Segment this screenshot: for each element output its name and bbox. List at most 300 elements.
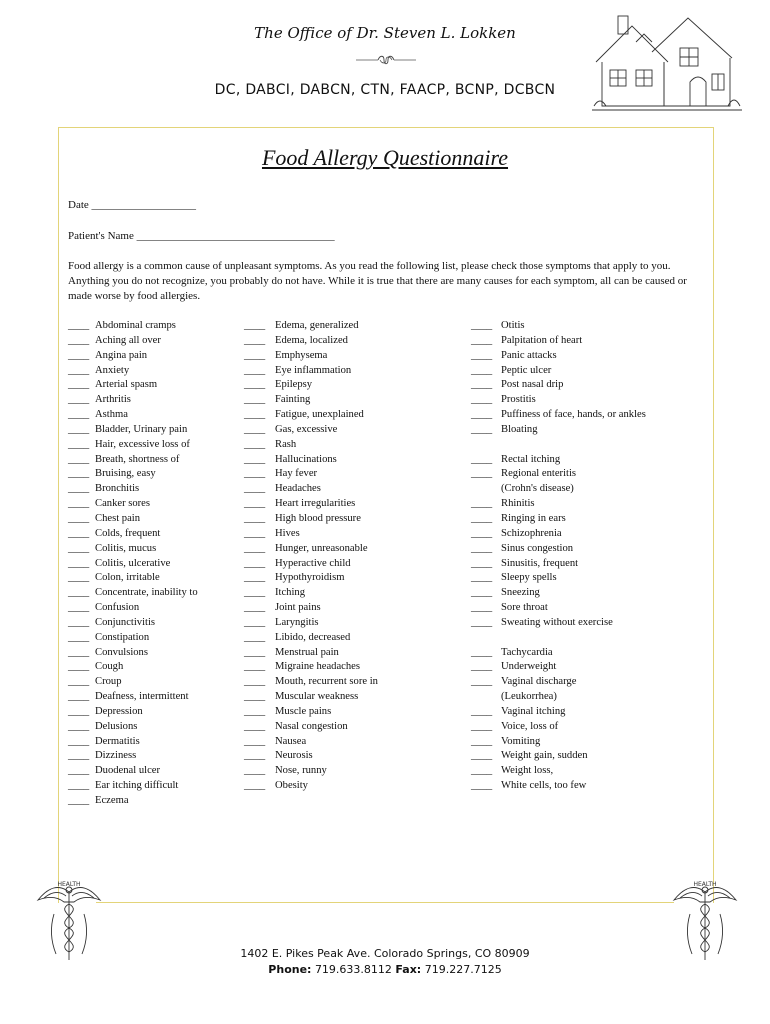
symptom-row (471, 527, 701, 542)
symptom-row (68, 764, 238, 779)
symptom-checkbox-blank[interactable]: ____ (244, 720, 266, 732)
symptom-checkbox-blank[interactable]: ____ (68, 646, 90, 658)
symptom-row (471, 378, 701, 393)
symptom-row (471, 735, 701, 750)
symptom-label: Bruising, easy (95, 468, 156, 480)
symptom-checkbox-blank[interactable]: ____ (244, 765, 266, 777)
symptom-label: Prostitis (501, 394, 536, 406)
svg-text:HEALTH: HEALTH (57, 881, 81, 888)
symptom-label: Hay fever (275, 468, 318, 480)
symptom-checkbox-blank[interactable]: ____ (471, 468, 493, 480)
symptom-checkbox-blank[interactable]: ____ (471, 676, 493, 688)
symptom-label: Tachycardia (501, 646, 553, 658)
symptom-row (471, 764, 701, 779)
symptom-label: Convulsions (95, 646, 148, 658)
symptom-label: High blood pressure (275, 512, 361, 524)
symptom-checkbox-blank[interactable]: ____ (244, 483, 266, 495)
symptom-label: Arterial spasm (95, 379, 158, 391)
symptom-checkbox-blank[interactable]: ____ (244, 394, 266, 406)
symptom-row (471, 497, 701, 512)
symptom-row (68, 334, 238, 349)
symptom-row (471, 319, 701, 334)
symptom-checkbox-blank[interactable]: ____ (68, 334, 90, 346)
symptom-row (471, 675, 701, 690)
symptom-label: Sinusitis, frequent (501, 557, 579, 569)
symptom-row (68, 779, 238, 794)
symptom-label: Eye inflammation (275, 364, 352, 376)
symptom-label: Rhinitis (501, 498, 535, 510)
symptom-row (471, 467, 701, 482)
symptom-checkbox-blank[interactable]: ____ (244, 587, 266, 599)
symptom-row (68, 571, 238, 586)
symptom-row (244, 690, 459, 705)
symptom-label: Headaches (275, 483, 321, 495)
symptom-row (471, 779, 701, 794)
symptom-row (471, 571, 701, 586)
symptom-row (68, 660, 238, 675)
date-field[interactable]: Date ___________________ (68, 199, 197, 211)
symptom-checkbox-blank[interactable]: ____ (68, 780, 90, 792)
symptom-checkbox-blank[interactable]: ____ (471, 394, 493, 406)
symptom-checkbox-blank[interactable]: ____ (68, 765, 90, 777)
symptom-checkbox-blank[interactable]: ____ (471, 720, 493, 732)
symptom-label: Colitis, mucus (95, 542, 157, 554)
symptom-row (244, 557, 459, 572)
symptom-row (471, 393, 701, 408)
symptom-row (244, 542, 459, 557)
symptom-label: Duodenal ulcer (95, 765, 161, 777)
symptom-checkbox-blank[interactable]: ____ (244, 691, 266, 703)
symptom-label: Otitis (501, 320, 525, 331)
symptom-checkbox-blank[interactable]: ____ (244, 676, 266, 688)
symptom-checkbox-blank[interactable]: ____ (68, 676, 90, 688)
symptom-checkbox-blank[interactable]: ____ (471, 765, 493, 777)
symptom-checkbox-blank[interactable]: ____ (244, 320, 266, 331)
symptom-label: Ear itching difficult (95, 780, 179, 792)
symptom-row (68, 319, 238, 334)
symptom-row (471, 586, 701, 601)
symptom-checkbox-blank[interactable]: ____ (471, 602, 493, 614)
symptom-row (68, 527, 238, 542)
symptom-checkbox-blank[interactable]: ____ (244, 409, 266, 421)
symptom-row (68, 482, 238, 497)
symptom-row (471, 601, 701, 616)
symptom-label: Edema, generalized (275, 320, 359, 331)
symptom-label: Hunger, unreasonable (275, 542, 368, 554)
symptom-row (471, 512, 701, 527)
symptom-label: Muscular weakness (275, 691, 359, 703)
symptom-label: Sneezing (501, 587, 540, 599)
symptom-label: Weight loss, (501, 765, 554, 777)
symptom-label: Nose, runny (275, 765, 327, 777)
symptom-label: Palpitation of heart (501, 334, 583, 346)
symptom-label: Edema, localized (275, 334, 348, 346)
symptom-label: Voice, loss of (501, 720, 559, 732)
symptom-row (68, 690, 238, 705)
symptom-checkbox-blank[interactable]: ____ (68, 438, 90, 450)
symptom-checkbox-blank[interactable]: ____ (244, 602, 266, 614)
symptom-label: Dermatitis (95, 735, 140, 747)
symptom-label: Colds, frequent (95, 527, 161, 539)
symptom-row (68, 423, 238, 438)
symptom-checkbox-blank[interactable]: ____ (68, 602, 90, 614)
symptom-checkbox-blank[interactable]: ____ (471, 379, 493, 391)
symptom-checkbox-blank[interactable]: ____ (68, 750, 90, 762)
symptom-checkbox-blank[interactable]: ____ (68, 394, 90, 406)
symptom-checkbox-blank[interactable]: ____ (471, 587, 493, 599)
symptom-row (244, 364, 459, 379)
footer-rule (96, 902, 674, 903)
symptom-checkbox-blank[interactable]: ____ (471, 557, 493, 569)
phone-label: Phone: (268, 963, 312, 976)
symptom-label: Heart irregularities (275, 498, 356, 510)
symptom-label: Sleepy spells (501, 572, 557, 584)
symptom-checkbox-blank[interactable]: ____ (68, 691, 90, 703)
symptom-label: Canker sores (95, 498, 151, 510)
symptom-label: Migraine headaches (275, 661, 361, 673)
symptom-label: Depression (95, 705, 143, 717)
symptom-row (244, 675, 459, 690)
symptom-checkbox-blank[interactable]: ____ (471, 646, 493, 658)
symptom-row (68, 631, 238, 646)
symptom-checkbox-blank[interactable]: ____ (244, 438, 266, 450)
symptom-row (68, 393, 238, 408)
symptom-row (471, 557, 701, 572)
symptom-checkbox-blank[interactable]: ____ (68, 512, 90, 524)
house-icon (592, 12, 742, 116)
symptom-checkbox-blank[interactable]: ____ (244, 364, 266, 376)
symptom-row (68, 749, 238, 764)
symptom-label: Puffiness of face, hands, or ankles (501, 409, 646, 421)
symptom-checkbox-blank[interactable]: ____ (471, 527, 493, 539)
symptom-row (244, 393, 459, 408)
symptom-label: Cough (95, 661, 124, 673)
credentials: DC, DABCI, DABCN, CTN, FAACP, BCNP, DCBCN (214, 82, 556, 98)
symptom-row (244, 527, 459, 542)
symptom-checkbox-blank[interactable]: ____ (471, 364, 493, 376)
symptom-row (244, 631, 459, 646)
symptom-checkbox-blank[interactable]: ____ (471, 453, 493, 465)
symptom-label: Sweating without exercise (501, 616, 613, 628)
symptom-checkbox-blank[interactable]: ____ (471, 320, 493, 331)
symptom-label: Eczema (95, 795, 129, 806)
symptom-checkbox-blank[interactable]: ____ (68, 631, 90, 643)
symptom-checkbox-blank[interactable]: ____ (68, 795, 90, 806)
symptom-label: Muscle pains (275, 705, 332, 717)
symptom-row (471, 408, 701, 423)
symptom-column-1 (68, 319, 238, 809)
symptom-checkbox-blank[interactable]: ____ (244, 379, 266, 391)
symptom-checkbox-blank[interactable]: ____ (68, 423, 90, 435)
symptom-checkbox-blank[interactable]: ____ (68, 572, 90, 584)
symptom-column-3 (471, 319, 701, 794)
symptom-row (244, 779, 459, 794)
symptom-row (68, 794, 238, 809)
symptom-checkbox-blank[interactable]: ____ (471, 423, 493, 435)
symptom-row (244, 497, 459, 512)
symptom-label: Panic attacks (501, 349, 557, 361)
symptom-row (471, 720, 701, 735)
svg-text:HEALTH: HEALTH (693, 881, 717, 888)
symptom-row (471, 660, 701, 675)
symptom-label: Epilepsy (275, 379, 313, 391)
symptom-label: Libido, decreased (275, 631, 351, 643)
symptom-label: Fatigue, unexplained (275, 409, 364, 421)
symptom-row (244, 512, 459, 527)
symptom-label: Confusion (95, 602, 140, 614)
symptom-row (471, 749, 701, 764)
symptom-row (244, 438, 459, 453)
symptom-row (471, 334, 701, 349)
symptom-row (244, 660, 459, 675)
symptom-label: Ringing in ears (501, 512, 566, 524)
symptom-checkbox-blank[interactable]: ____ (244, 557, 266, 569)
symptom-label: Regional enteritis (501, 468, 577, 480)
symptom-row (471, 438, 701, 453)
symptom-label: Hives (275, 527, 300, 539)
symptom-row (471, 690, 701, 705)
symptom-checkbox-blank[interactable]: ____ (471, 498, 493, 510)
symptom-checkbox-blank[interactable]: ____ (244, 572, 266, 584)
symptom-row (68, 542, 238, 557)
symptom-checkbox-blank[interactable]: ____ (244, 334, 266, 346)
symptom-row (244, 482, 459, 497)
symptom-checkbox-blank[interactable]: ____ (68, 720, 90, 732)
symptom-checkbox-blank[interactable]: ____ (68, 453, 90, 465)
symptom-label: Vaginal discharge (501, 676, 577, 688)
symptom-label: Aching all over (95, 334, 161, 346)
symptom-label: Itching (275, 587, 306, 599)
symptom-row (471, 705, 701, 720)
symptom-checkbox-blank[interactable]: ____ (471, 705, 493, 717)
symptom-label: Constipation (95, 631, 150, 643)
symptom-checkbox-blank[interactable]: ____ (471, 334, 493, 346)
symptom-row (68, 646, 238, 661)
symptom-label: Menstrual pain (275, 646, 339, 658)
symptom-checkbox-blank[interactable]: ____ (68, 557, 90, 569)
symptom-row (471, 646, 701, 661)
symptom-label: Hypothyroidism (275, 572, 345, 584)
symptom-row (68, 453, 238, 468)
symptom-row (244, 423, 459, 438)
symptom-row (244, 646, 459, 661)
symptom-checkbox-blank[interactable]: ____ (68, 483, 90, 495)
symptom-row (244, 378, 459, 393)
phone-number: 719.633.8112 (314, 963, 392, 976)
symptom-row (471, 616, 701, 631)
symptom-checkbox-blank[interactable]: ____ (244, 512, 266, 524)
symptom-checkbox-blank[interactable]: ____ (68, 349, 90, 361)
symptom-row (68, 497, 238, 512)
symptom-checkbox-blank[interactable]: ____ (244, 705, 266, 717)
intro-paragraph: Food allergy is a common cause of unpleasant symptoms. As you read the following list, please check those symptoms that apply to you. Anything you do not recognize, you probably do not have. While it is true that there are many causes for each symptom, all can be caused or made worse by food allergies. (68, 260, 687, 302)
symptom-label: Rectal itching (501, 453, 561, 465)
symptom-label: Asthma (95, 409, 128, 421)
symptom-row (68, 601, 238, 616)
symptom-label: Angina pain (95, 349, 148, 361)
symptom-row (471, 423, 701, 438)
symptom-label: Bloating (501, 423, 538, 435)
fax-number: 719.227.7125 (424, 963, 502, 976)
fax-label: Fax: (395, 963, 422, 976)
symptom-row (244, 764, 459, 779)
symptom-label: Breath, shortness of (95, 453, 180, 465)
symptom-row (244, 705, 459, 720)
symptom-checkbox-blank[interactable]: ____ (244, 498, 266, 510)
symptom-label: Concentrate, inability to (95, 587, 198, 599)
symptom-column-2 (244, 319, 459, 794)
symptom-checkbox-blank[interactable]: ____ (244, 750, 266, 762)
symptom-label: Colitis, ulcerative (95, 557, 171, 569)
symptom-checkbox-blank[interactable]: ____ (68, 735, 90, 747)
symptom-row (244, 319, 459, 334)
symptom-label: Chest pain (95, 512, 141, 524)
symptom-row (68, 586, 238, 601)
symptom-checkbox-blank[interactable]: ____ (244, 453, 266, 465)
symptom-checkbox-blank[interactable]: ____ (471, 735, 493, 747)
symptom-label: Arthritis (95, 394, 131, 406)
symptom-checkbox-blank[interactable]: ____ (244, 468, 266, 480)
symptom-row (68, 616, 238, 631)
office-title: The Office of Dr. Steven L. Lokken (254, 24, 516, 42)
symptom-label: Post nasal drip (501, 379, 564, 391)
symptom-row (68, 349, 238, 364)
flourish-icon (356, 54, 416, 66)
symptom-checkbox-blank[interactable]: ____ (68, 705, 90, 717)
symptom-label: Conjunctivitis (95, 616, 156, 628)
symptom-label: Hair, excessive loss of (95, 438, 190, 450)
patient-name-field[interactable]: Patient's Name ____________________________________ (68, 230, 335, 242)
symptom-label: Neurosis (275, 750, 313, 762)
symptom-checkbox-blank[interactable]: ____ (244, 616, 266, 628)
footer-address: 1402 E. Pikes Peak Ave. Colorado Springs, CO 80909 (240, 947, 530, 960)
symptom-label: Fainting (275, 394, 311, 406)
symptom-checkbox-blank[interactable]: ____ (68, 379, 90, 391)
symptom-label: Sore throat (501, 602, 548, 614)
footer-contact (0, 963, 770, 976)
symptom-checkbox-blank[interactable]: ____ (244, 646, 266, 658)
symptom-label: Vaginal itching (501, 705, 566, 717)
symptom-label: Hyperactive child (275, 557, 351, 569)
symptom-label: Underweight (501, 661, 557, 673)
symptom-row (471, 631, 701, 646)
symptom-checkbox-blank[interactable]: ____ (471, 572, 493, 584)
symptom-row (68, 364, 238, 379)
symptom-label: Nasal congestion (275, 720, 348, 732)
symptom-label: Joint pains (275, 602, 321, 614)
symptom-label: Schizophrenia (501, 527, 562, 539)
symptom-row (68, 557, 238, 572)
symptom-checkbox-blank[interactable]: ____ (471, 542, 493, 554)
symptom-row (244, 571, 459, 586)
form-title: Food Allergy Questionnaire (261, 145, 509, 170)
symptom-checkbox-blank[interactable]: ____ (244, 423, 266, 435)
symptom-checkbox-blank[interactable]: ____ (471, 512, 493, 524)
symptom-row (471, 542, 701, 557)
symptom-row (244, 453, 459, 468)
symptom-row (68, 408, 238, 423)
symptom-row (244, 601, 459, 616)
symptom-label: Nausea (275, 735, 307, 747)
symptom-row (244, 749, 459, 764)
symptom-checkbox-blank[interactable]: ____ (471, 750, 493, 762)
symptom-label: Obesity (275, 780, 308, 792)
symptom-label: Delusions (95, 720, 138, 732)
symptom-checkbox-blank[interactable]: ____ (471, 661, 493, 673)
symptom-row (244, 735, 459, 750)
symptom-checkbox-blank[interactable]: ____ (471, 409, 493, 421)
symptom-row (68, 438, 238, 453)
symptom-label: Laryngitis (275, 616, 319, 628)
symptom-row (244, 616, 459, 631)
symptom-row (244, 408, 459, 423)
symptom-row (68, 467, 238, 482)
symptom-row (244, 467, 459, 482)
symptom-label: Abdominal cramps (95, 320, 176, 331)
symptom-row (68, 720, 238, 735)
symptom-checkbox-blank[interactable]: ____ (244, 542, 266, 554)
symptom-label: Bronchitis (95, 483, 140, 495)
symptom-row (471, 349, 701, 364)
symptom-label: Bladder, Urinary pain (95, 423, 188, 435)
symptom-label: (Crohn's disease) (501, 483, 574, 495)
symptom-row (471, 453, 701, 468)
letterhead (0, 0, 770, 120)
symptom-label: Weight gain, sudden (501, 750, 588, 762)
symptom-checkbox-blank[interactable]: ____ (471, 616, 493, 628)
symptom-checkbox-blank[interactable]: ____ (471, 780, 493, 792)
symptom-checkbox-blank[interactable]: ____ (244, 631, 266, 643)
symptom-row (244, 586, 459, 601)
symptom-label: Emphysema (275, 349, 328, 361)
symptom-label: Dizziness (95, 750, 137, 762)
symptom-checkbox-blank[interactable]: ____ (68, 364, 90, 376)
symptom-checkbox-blank[interactable]: ____ (68, 468, 90, 480)
symptom-row (68, 512, 238, 527)
symptom-label: Deafness, intermittent (95, 691, 189, 703)
symptom-checkbox-blank[interactable]: ____ (244, 661, 266, 673)
symptom-row (68, 378, 238, 393)
symptom-row (68, 735, 238, 750)
symptom-checkbox-blank[interactable]: ____ (68, 616, 90, 628)
symptom-checkbox-blank[interactable]: ____ (68, 542, 90, 554)
symptom-checkbox-blank[interactable]: ____ (68, 661, 90, 673)
symptom-checkbox-blank[interactable]: ____ (68, 587, 90, 599)
symptom-row (68, 705, 238, 720)
symptom-label: Rash (275, 438, 297, 450)
symptom-row (244, 349, 459, 364)
symptom-checkbox-blank[interactable]: ____ (68, 527, 90, 539)
symptom-label: Hallucinations (275, 453, 337, 465)
symptom-row (471, 364, 701, 379)
symptom-checkbox-blank[interactable]: ____ (244, 527, 266, 539)
symptom-label: Peptic ulcer (501, 364, 552, 376)
symptom-row (244, 334, 459, 349)
symptom-checkbox-blank[interactable]: ____ (244, 349, 266, 361)
symptom-checkbox-blank[interactable]: ____ (68, 409, 90, 421)
symptom-row (244, 720, 459, 735)
symptom-checkbox-blank[interactable]: ____ (68, 320, 90, 331)
symptom-label: Colon, irritable (95, 572, 160, 584)
symptom-row (68, 675, 238, 690)
symptom-checkbox-blank[interactable]: ____ (244, 780, 266, 792)
symptom-checkbox-blank[interactable]: ____ (244, 735, 266, 747)
symptom-label: Gas, excessive (275, 423, 338, 435)
symptom-checkbox-blank[interactable]: ____ (471, 349, 493, 361)
symptom-checkbox-blank[interactable]: ____ (68, 498, 90, 510)
symptom-label: White cells, too few (501, 780, 587, 792)
symptom-label: (Leukorrhea) (501, 691, 557, 703)
